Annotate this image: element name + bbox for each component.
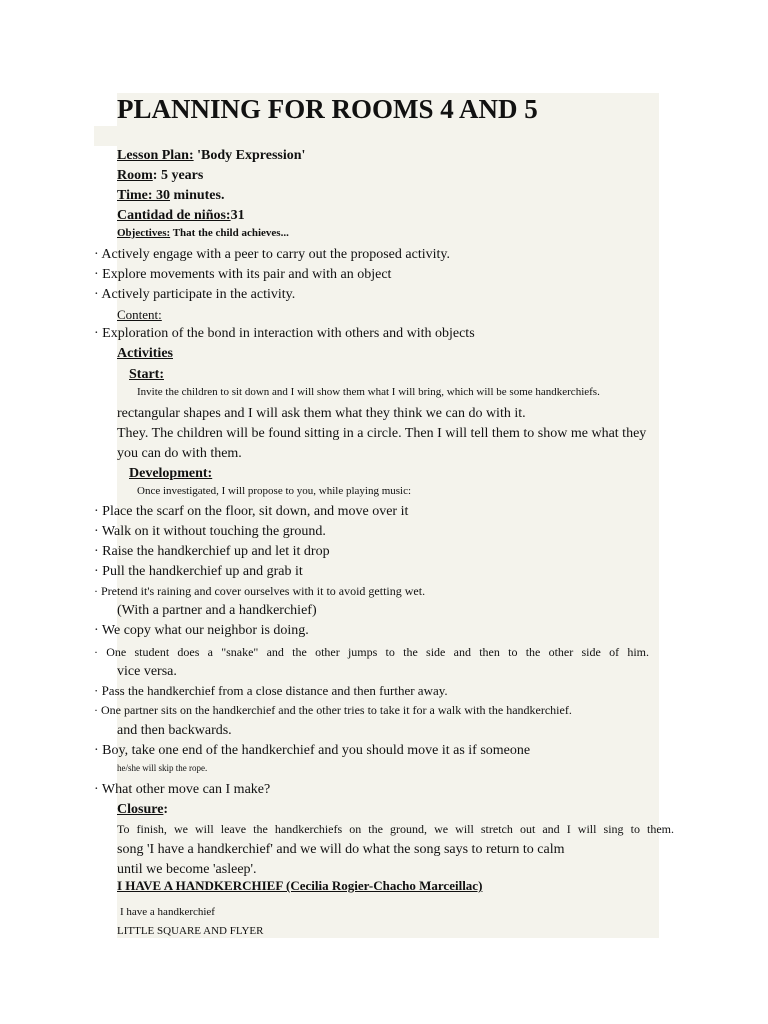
development-heading: Development: bbox=[129, 466, 213, 481]
cantidad-label: Cantidad de niños: bbox=[117, 208, 231, 223]
development-item: · Walk on it without touching the ground. bbox=[94, 524, 326, 539]
room-value: : 5 years bbox=[152, 168, 204, 183]
time-line bbox=[117, 189, 224, 203]
song-line-2: LITTLE SQUARE AND FLYER bbox=[117, 925, 264, 937]
partner-item: · What other move can I make? bbox=[94, 782, 271, 797]
content-item: · Exploration of the bond in interaction with others and with objects bbox=[94, 326, 475, 341]
cantidad-value: 31 bbox=[230, 208, 245, 223]
lesson-plan-value: 'Body Expression' bbox=[193, 148, 306, 163]
time-value: minutes. bbox=[170, 188, 225, 203]
partner-item: · One student does a "snake" and the other jumps to the side and then to the other side of him. bbox=[94, 645, 649, 659]
closure-line-3: until we become 'asleep'. bbox=[117, 862, 257, 877]
cantidad-line bbox=[117, 209, 245, 223]
objective-item: · Actively participate in the activity. bbox=[94, 287, 296, 302]
closure-line-1: To finish, we will leave the handkerchiefs on the ground, we will stretch out and I will sing to them. bbox=[117, 822, 674, 836]
objectives-label: Objectives: bbox=[117, 227, 171, 239]
header-gap-shade bbox=[94, 126, 659, 146]
partner-item: · One partner sits on the handkerchief and the other tries to take it for a walk with the handkerchief. bbox=[94, 703, 572, 717]
objectives-value: That the child achieves... bbox=[170, 227, 289, 239]
content-heading: Content: bbox=[117, 307, 162, 322]
closure-colon: : bbox=[163, 802, 169, 817]
activities-heading: Activities bbox=[117, 346, 173, 361]
room-label: Room bbox=[117, 168, 153, 183]
partner-item: · Pass the handkerchief from a close distance and then further away. bbox=[94, 683, 448, 698]
start-heading: Start: bbox=[129, 367, 164, 382]
song-line-1: I have a handkerchief bbox=[120, 906, 215, 918]
closure-line-2: song 'I have a handkerchief' and we will do what the song says to return to calm bbox=[117, 842, 565, 857]
time-label: Time: 30 bbox=[117, 188, 171, 203]
partner-item: · We copy what our neighbor is doing. bbox=[94, 623, 309, 638]
start-line-1: Invite the children to sit down and I will show them what I will bring, which will be some handkerchiefs. bbox=[137, 386, 600, 398]
partner-item-continuation: he/she will skip the rope. bbox=[117, 763, 208, 773]
page-title: PLANNING FOR ROOMS 4 AND 5 bbox=[117, 94, 538, 124]
development-item: · Pretend it's raining and cover ourselves with it to avoid getting wet. bbox=[94, 584, 426, 598]
development-item: · Place the scarf on the floor, sit down, and move over it bbox=[94, 504, 409, 519]
closure-heading: Closure bbox=[117, 802, 164, 817]
start-line-3: They. The children will be found sitting in a circle. Then I will tell them to show me what they bbox=[117, 426, 647, 441]
development-item: · Raise the handkerchief up and let it drop bbox=[94, 544, 330, 559]
objectives-line bbox=[117, 228, 289, 239]
objective-item: · Actively engage with a peer to carry out the proposed activity. bbox=[94, 247, 450, 262]
partner-note: (With a partner and a handkerchief) bbox=[117, 603, 317, 618]
objective-item: · Explore movements with its pair and with an object bbox=[94, 267, 392, 282]
start-line-4: you can do with them. bbox=[117, 446, 242, 461]
development-intro: Once investigated, I will propose to you, while playing music: bbox=[137, 485, 412, 497]
room-line bbox=[117, 169, 203, 183]
body-shade bbox=[117, 146, 659, 938]
lesson-plan-line bbox=[117, 149, 305, 163]
partner-item-continuation: vice versa. bbox=[117, 664, 177, 679]
start-line-2: rectangular shapes and I will ask them what they think we can do with it. bbox=[117, 406, 526, 421]
closure-heading-line bbox=[117, 803, 168, 817]
lesson-plan-label: Lesson Plan: bbox=[117, 148, 194, 163]
partner-item-continuation: and then backwards. bbox=[117, 723, 232, 738]
partner-item: · Boy, take one end of the handkerchief and you should move it as if someone bbox=[94, 743, 531, 758]
song-heading: I HAVE A HANDKERCHIEF (Cecilia Rogier-Chacho Marceillac) bbox=[117, 878, 483, 893]
development-item: · Pull the handkerchief up and grab it bbox=[94, 564, 303, 579]
